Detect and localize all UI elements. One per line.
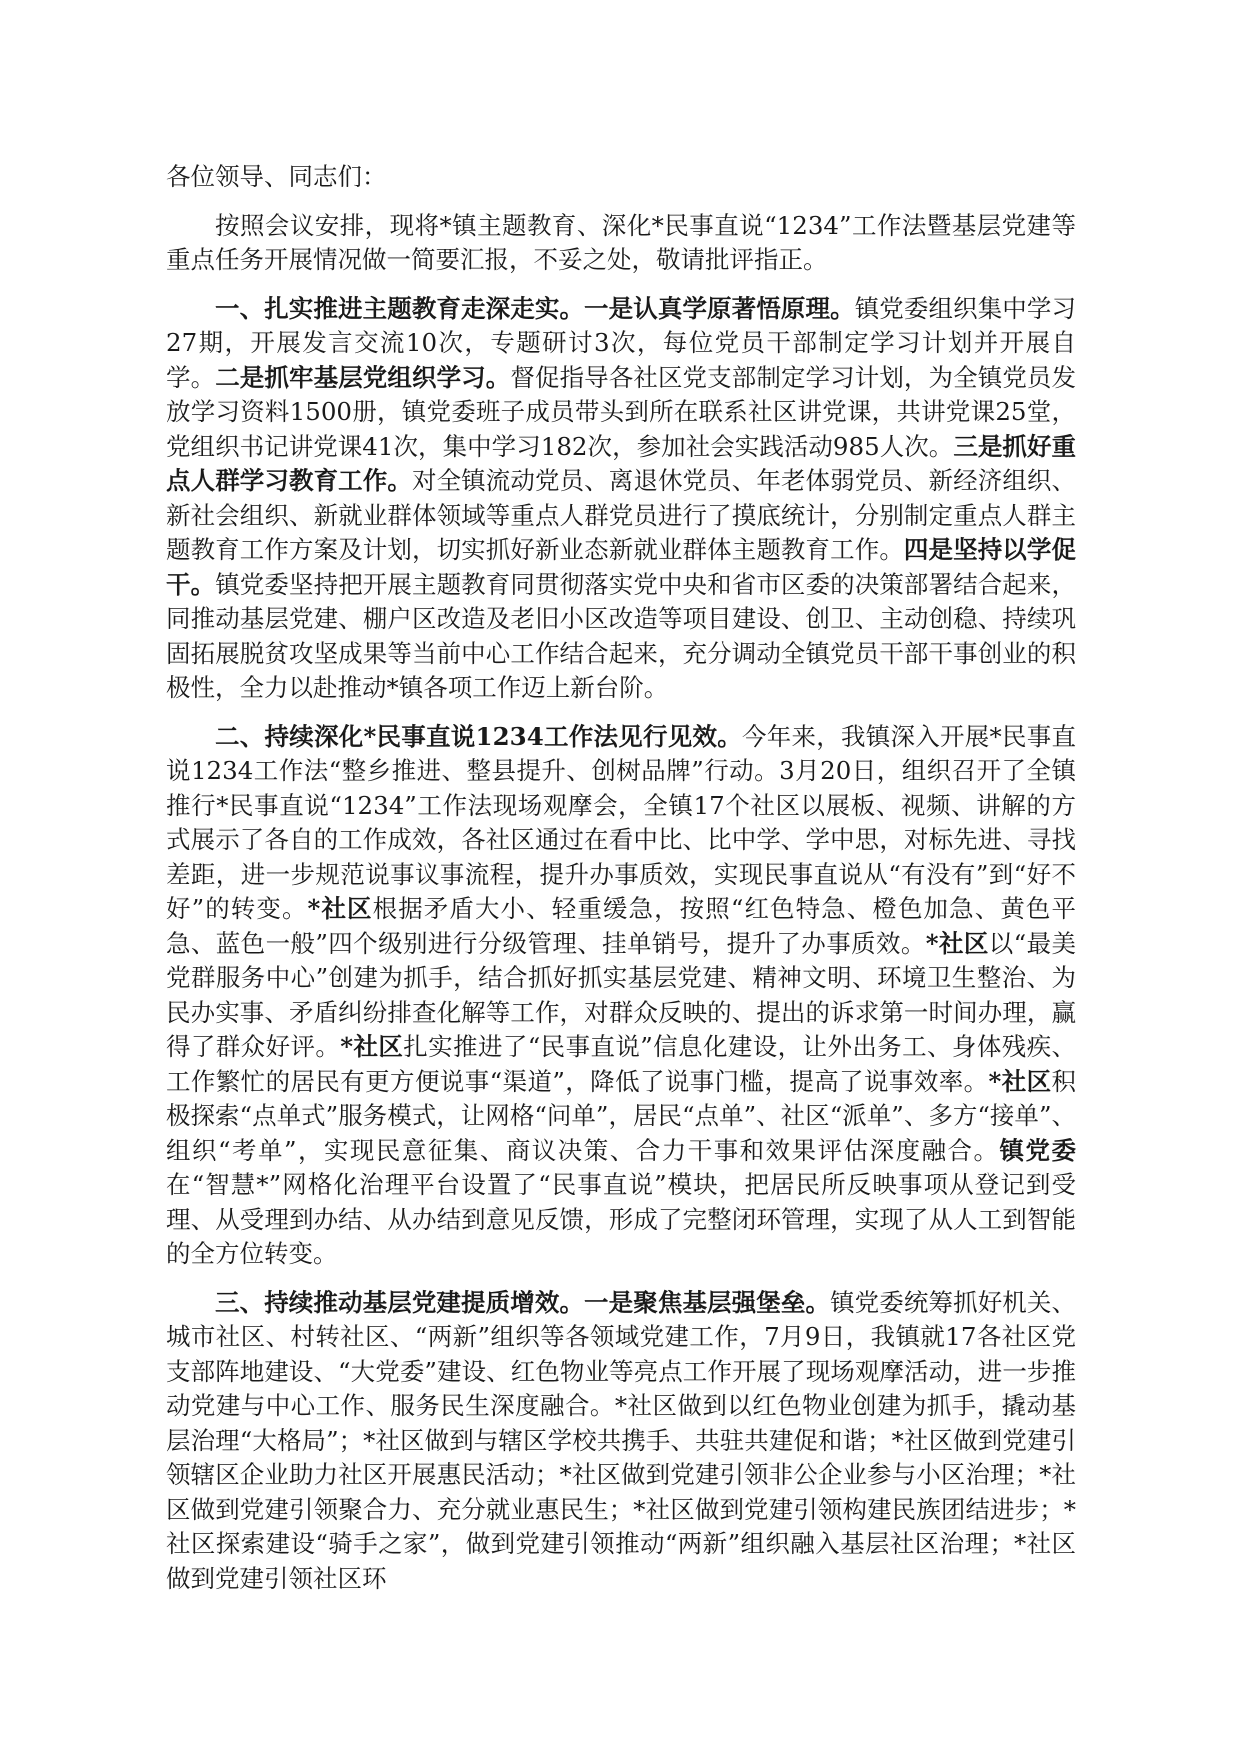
section-2-text-6: 在“智慧*”网格化治理平台设置了“民事直说”模块，把居民所反映事项从登记到受理、从受理到办结、从办结到意见反馈，形成了完整闭环管理，实现了从人工到智能的全方位转变。 — [166, 1170, 1076, 1268]
document-page — [166, 152, 1076, 1610]
section-1-point-1-text: 镇党委组织集中学习27期，开展发言交流10次，专题研讨3次，每位党员干部制定学习计划并开展自学。 — [166, 293, 1077, 392]
section-2-text-1: 今年来，我镇深入开展*民事直说1234工作法“整乡推进、整县提升、创树品牌”行动。3月20日，组织召开了全镇推行*民事直说“1234”工作法现场观摩会，全镇17个社区以展板、视频、讲解的方式展示了各自的工作成效，各社区通过在看中比、比中学、学中思，对标先进、寻找差距，进一步规范说事议事流程，提升办事质效，实现民事直说从“有没有”到“好不好”的转变。 — [166, 721, 1076, 923]
section-3-point-1-text: 镇党委统筹抓好机关、城市社区、村转社区、“两新”组织等各领域党建工作，7月9日，我镇就17各社区党支部阵地建设、“大党委”建设、红色物业等亮点工作开展了现场观摩活动，进一步推动党建与中心工作、服务民生深度融合。*社区做到以红色物业创建为抓手，撬动基层治理“大格局”；*社区做到与辖区学校共携手、共驻共建促和谐；*社区做到党建引领辖区企业助力社区开展惠民活动；*社区做到党建引领非公企业参与小区治理；*社区做到党建引领聚合力、充分就业惠民生；*社区做到党建引领构建民族团结进步；*社区探索建设“骑手之家”，做到党建引领推动“两新”组织融入基层社区治理；*社区做到党建引领社区环 — [166, 1287, 1077, 1593]
section-2-text-4: 扎实推进了“民事直说”信息化建设，让外出务工、身体残疾、工作繁忙的居民有更方便说事“渠道”，降低了说事门槛，提高了说事效率。 — [166, 1032, 1077, 1096]
section-2-text-3: 以“最美党群服务中心”创建为抓手，结合抓好抓实基层党建、精神文明、环境卫生整治、为民办实事、矛盾纠纷排查化解等工作，对群众反映的、提出的诉求第一时间办理，赢得了群众好评。 — [166, 928, 1076, 1061]
section-1-point-4-heading: 四是坚持以学促干。 — [166, 535, 1077, 599]
section-2-community-label: *社区 — [988, 1066, 1052, 1096]
section-2-paragraph — [166, 720, 1076, 1272]
section-2-community-label: *社区 — [340, 1032, 404, 1061]
section-1-point-4-text: 镇党委坚持把开展主题教育同贯彻落实党中央和省市区委的决策部署结合起来，同推动基层党建、棚户区改造及老旧小区改造等项目建设、创卫、主动创稳、持续巩固拓展脱贫攻坚成果等当前中心工作结合起来，充分调动全镇党员干部干事创业的积极性，全力以赴推动*镇各项工作迈上新台阶。 — [166, 569, 1077, 702]
section-2-heading: 二、持续深化*民事直说1234工作法见行见效。 — [215, 721, 742, 751]
section-2-text-5: 积极探索“点单式”服务模式，让网格“问单”，居民“点单”、社区“派单”、多方“接单”、组织“考单”，实现民意征集、商议决策、合力干事和效果评估深度融合。 — [166, 1066, 1077, 1165]
section-2-party-committee-label: 镇党委 — [999, 1135, 1076, 1165]
section-2-community-label: *社区 — [307, 894, 373, 923]
section-3-paragraph — [166, 1286, 1076, 1597]
section-3-point-1-heading: 一是聚焦基层强堡垒。 — [584, 1287, 831, 1317]
section-1-heading: 一、扎实推进主题教育走深走实。 — [215, 293, 585, 323]
section-1-point-1-heading: 一是认真学原著悟原理。 — [584, 293, 855, 323]
section-2-community-label: *社区 — [925, 928, 989, 958]
section-1-point-3-heading: 三是抓好重点人群学习教育工作。 — [166, 431, 1076, 495]
salutation: 各位领导、同志们： — [166, 162, 387, 191]
section-1-point-3-text: 对全镇流动党员、离退休党员、年老体弱党员、新经济组织、新社会组织、新就业群体领域等重点人群党员进行了摸底统计，分别制定重点人群主题教育工作方案及计划，切实抓好新业态新就业群体主题教育工作。 — [166, 466, 1077, 564]
section-1-paragraph — [166, 292, 1076, 706]
section-2-text-2: 根据矛盾大小、轻重缓急，按照“红色特急、橙色加急、黄色平急、蓝色一般”四个级别进行分级管理、挂单销号，提升了办事质效。 — [166, 894, 1076, 958]
section-1-point-2-text: 督促指导各社区党支部制定学习计划，为全镇党员发放学习资料1500册，镇党委班子成员带头到所在联系社区讲党课，共讲党课25堂，党组织书记讲党课41次，集中学习182次，参加社会实践活动985人次。 — [166, 362, 1077, 461]
section-3-heading: 三、持续推动基层党建提质增效。 — [215, 1287, 585, 1317]
intro-paragraph: 按照会议安排，现将*镇主题教育、深化*民事直说“1234”工作法暨基层党建等重点任务开展情况做一简要汇报，不妥之处，敬请批评指正。 — [166, 210, 1076, 274]
section-1-point-2-heading: 二是抓牢基层党组织学习。 — [215, 362, 511, 392]
